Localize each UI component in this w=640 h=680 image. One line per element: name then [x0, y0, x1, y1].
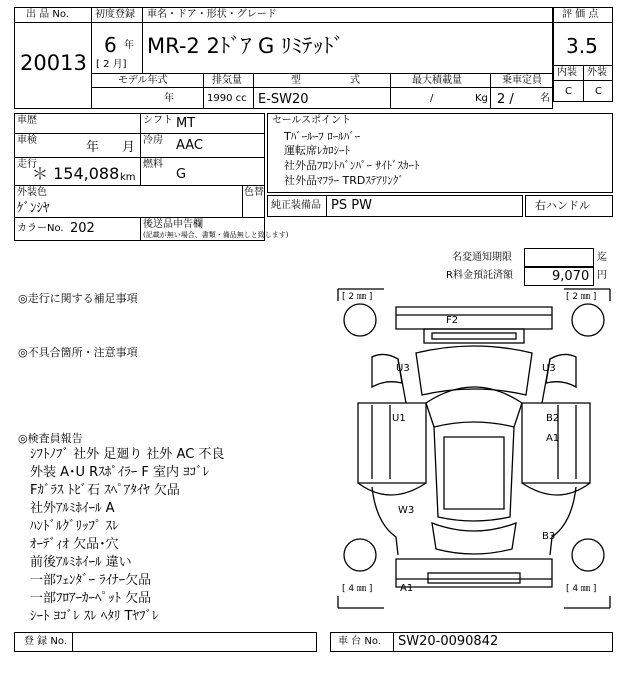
inspector-report-line: 一部ﾌﾛｱｰｶｰﾍﾟｯﾄ 欠品 — [30, 591, 152, 606]
displacement-label: 排気量 — [212, 75, 242, 86]
inspector-report-line: ｵｰﾃﾞｨｵ 欠品･穴 — [30, 537, 119, 552]
inspection-year: 年 — [86, 140, 100, 155]
body-color-label: 外装色 — [17, 187, 47, 198]
damage-mark-b3: B3 — [542, 531, 556, 542]
chassis-number-value: SW20-0090842 — [398, 634, 499, 649]
first-registration-year: 6 — [104, 33, 117, 57]
equipment-label: 純正装備品 — [271, 200, 321, 211]
recycle-fee-value: 9,070 — [552, 269, 590, 284]
name-change-deadline-unit: 迄 — [597, 252, 607, 263]
sales-point-line: Tﾊﾞｰﾙｰﾌ ﾛｰﾙﾊﾞｰ — [284, 130, 361, 143]
model-year-unit: 年 — [164, 93, 174, 104]
tire-depth-front-right: [ 2 ㎜ ] — [566, 292, 597, 302]
car-damage-diagram — [336, 287, 612, 610]
grade-label: 評 価 点 — [562, 9, 599, 20]
tire-depth-front-left: [ 2 ㎜ ] — [342, 292, 373, 302]
inspection-label: 車検 — [17, 135, 37, 146]
mileage-value: ＊ 154,088 — [32, 164, 120, 183]
mileage-label: 走行 — [17, 159, 37, 170]
color-number-label: カラーNo. — [17, 223, 64, 234]
lot-number-label: 出 品 No. — [26, 9, 69, 20]
damage-mark-f2: F2 — [446, 315, 459, 326]
name-change-deadline-label: 名変通知期限 — [452, 252, 512, 263]
after-items-note: (記載が無い場合、書類・備品無しと致します) — [143, 231, 289, 239]
lot-number: 20013 — [20, 51, 87, 75]
type-label-2: 式 — [350, 75, 360, 86]
first-registration-label: 初度登録 — [95, 9, 135, 20]
sales-point-line: 社外品ﾏﾌﾗｰ TRDｽﾃｱﾘﾝｸﾞ — [284, 174, 404, 187]
fuel-label: 燃料 — [143, 159, 163, 170]
interior-grade-label: 内装 — [557, 67, 577, 78]
displacement-value: 1990 cc — [207, 93, 247, 104]
max-load-label: 最大積載量 — [412, 75, 462, 86]
inspector-report-line: ｼﾌﾄﾉﾌﾞ 社外 足廻り 社外 AC 不良 — [30, 447, 225, 462]
shift-value: MT — [176, 116, 196, 131]
recycle-fee-label: R料金預託済額 — [446, 270, 513, 281]
capacity-unit: 名 — [540, 93, 550, 104]
sales-points-label: セールスポイント — [272, 115, 352, 126]
tire-depth-rear-right: [ 4 ㎜ ] — [566, 584, 597, 594]
exterior-grade-label: 外装 — [587, 67, 607, 78]
car-name-label: 車名・ドア・形状・グレード — [147, 9, 277, 20]
damage-mark-a1-right: A1 — [546, 433, 560, 444]
exterior-grade-value: C — [595, 86, 602, 97]
type-label: 型 — [291, 75, 301, 86]
driving-notes-label: ◎走行に関する補足事項 — [18, 292, 138, 305]
steering-value: 右ハンドル — [535, 199, 590, 212]
inspection-month: 月 — [122, 140, 136, 155]
chassis-number-label: 車 台 No. — [338, 636, 381, 647]
damage-mark-w3: W3 — [398, 505, 415, 516]
capacity-label: 乗車定員 — [502, 75, 542, 86]
damage-mark-a1-bottom: A1 — [400, 583, 414, 594]
shift-label: シフト — [143, 115, 173, 126]
body-color-value: ｹﾞﾝｼﾔ — [17, 201, 50, 216]
name-change-deadline-box — [524, 248, 594, 267]
interior-grade-value: C — [565, 86, 572, 97]
model-year-label: モデル年式 — [118, 75, 168, 86]
inspector-report-label: ◎検査員報告 — [18, 432, 83, 445]
damage-mark-b2: B2 — [546, 413, 560, 424]
equipment-value: PS PW — [331, 198, 372, 213]
wheel-rear-left — [344, 539, 376, 571]
registration-number-label: 登 録 No. — [24, 636, 67, 647]
sales-point-line: 社外品ﾌﾛﾝﾄﾊﾞﾝﾊﾟｰ ｻｲﾄﾞｽｶｰﾄ — [284, 159, 420, 172]
defects-notes-label: ◎不具合箇所・注意事項 — [18, 346, 138, 359]
after-items-label: 後送品申告欄 — [143, 219, 203, 230]
inspector-report-line: Fｶﾞﾗｽ ﾄﾋﾞ石 ｽﾍﾟｱﾀｲﾔ 欠品 — [30, 483, 180, 498]
recycle-fee-unit: 円 — [597, 270, 607, 281]
max-load-value: / — [430, 93, 434, 104]
grade-value: 3.5 — [566, 34, 598, 58]
first-registration-month: [ 2 月] — [96, 59, 127, 70]
inspector-report-line: 社外ｱﾙﾐﾎｲｰﾙ A — [30, 501, 115, 516]
color-change-label: 色替 — [244, 187, 264, 198]
max-load-unit: Kg — [475, 93, 488, 104]
capacity-value: 2 / — [497, 92, 514, 107]
type-value: E-SW20 — [258, 92, 309, 107]
inspector-report-line: ﾊﾝﾄﾞﾙｸﾞﾘｯﾌﾟ ｽﾚ — [30, 519, 119, 534]
damage-mark-u1: U1 — [392, 413, 406, 424]
wheel-front-right — [572, 304, 604, 336]
history-label: 車歴 — [17, 115, 37, 126]
ac-value: AAC — [176, 138, 203, 153]
damage-mark-u3-left: U3 — [396, 363, 410, 374]
first-registration-year-unit: 年 — [124, 40, 134, 51]
inspector-report-line: ｼｰﾄ ﾖｺﾞﾚ ｽﾚ ﾍﾀﾘ Tﾔﾌﾞﾚ — [30, 609, 159, 624]
ac-label: 冷房 — [143, 135, 163, 146]
inspector-report-line: 前後ｱﾙﾐﾎｲｰﾙ 違い — [30, 555, 132, 570]
car-name: MR-2 2ﾄﾞｱ G ﾘﾐﾃｯﾄﾞ — [147, 34, 344, 58]
mileage-unit: km — [120, 172, 136, 183]
inspector-report-line: 一部ﾌｪﾝﾀﾞｰ ﾗｲﾅｰ欠品 — [30, 573, 152, 588]
fuel-value: G — [176, 167, 187, 182]
damage-mark-u3-right: U3 — [542, 363, 556, 374]
sales-point-line: 運転席ﾚｶﾛｼｰﾄ — [284, 144, 350, 157]
wheel-rear-right — [572, 539, 604, 571]
wheel-front-left — [344, 304, 376, 336]
tire-depth-rear-left: [ 4 ㎜ ] — [342, 584, 373, 594]
color-number-value: 202 — [70, 221, 95, 236]
inspector-report-line: 外装 A･U Rｽﾎﾟｲﾗｰ F 室内 ﾖｺﾞﾚ — [30, 465, 210, 480]
